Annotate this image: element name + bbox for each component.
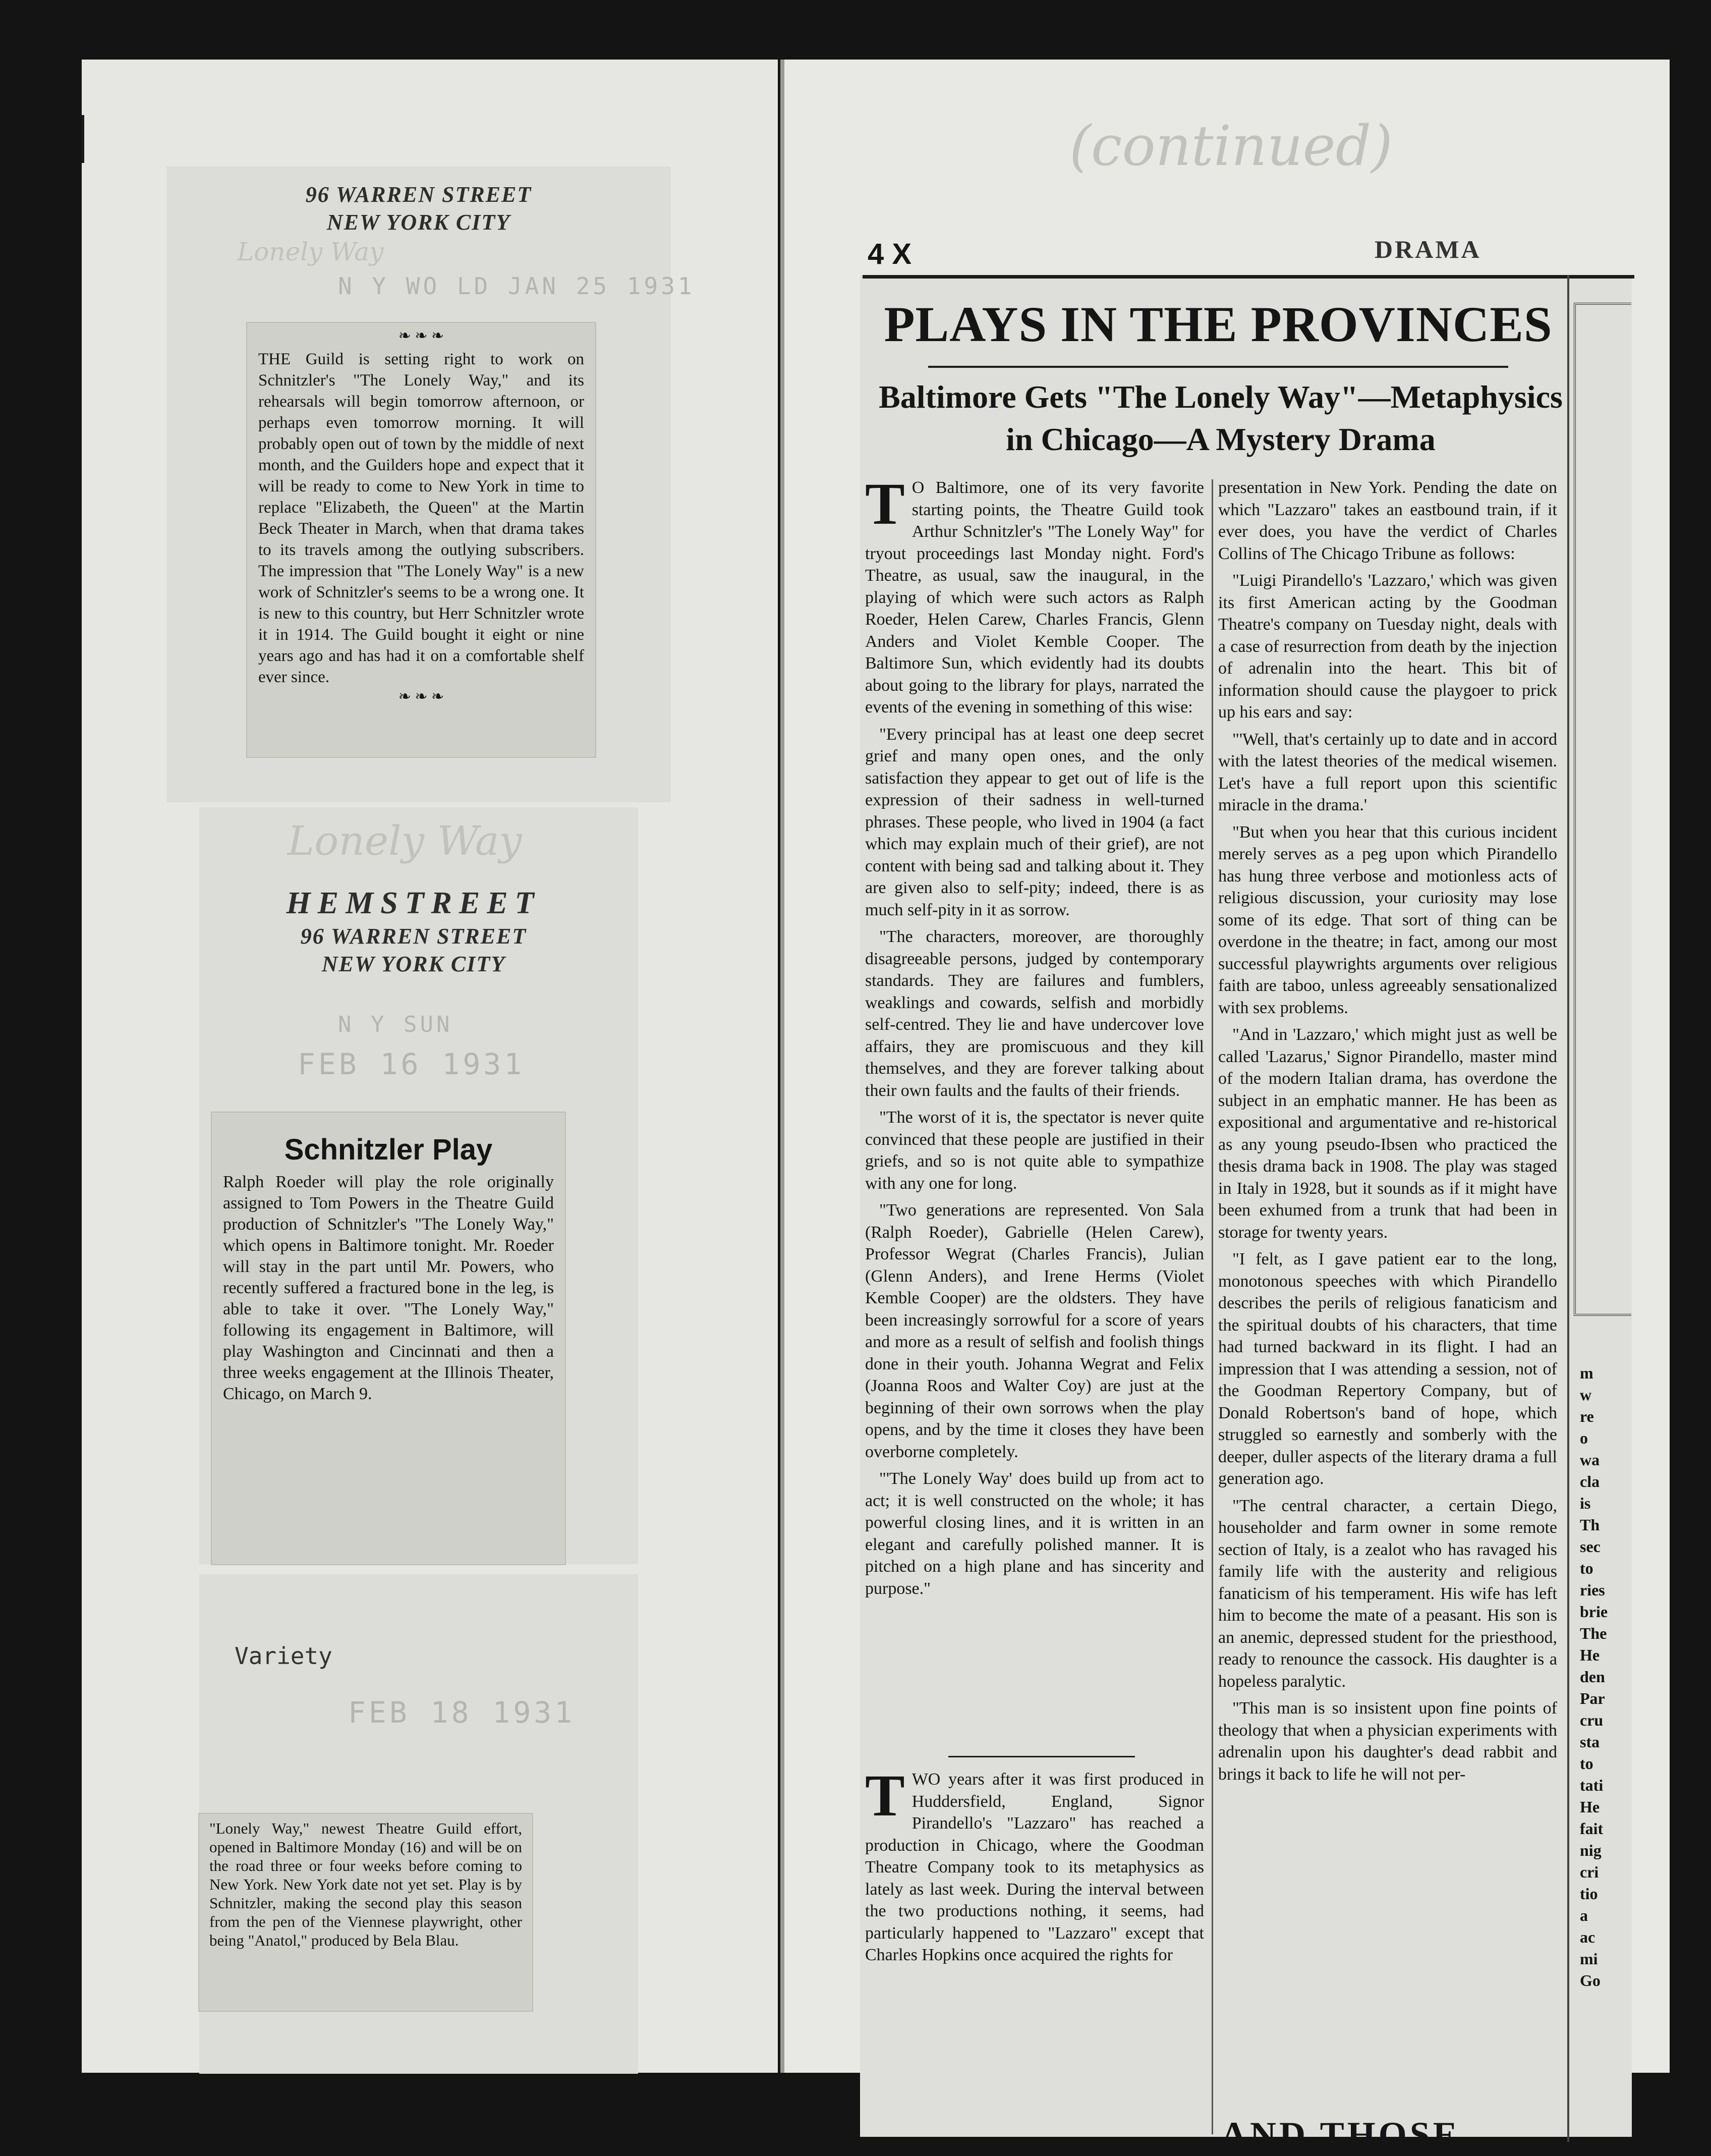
sun-clipping [212, 1113, 565, 1564]
page-tick-mark [82, 115, 84, 163]
address-city: NEW YORK CITY [321, 952, 506, 976]
next-headline-fragment: AND THOSE [1221, 2115, 1460, 2155]
adjacent-fragment: fait [1580, 1819, 1604, 1838]
handwritten-note: Lonely Way [288, 817, 522, 864]
adjacent-fragment: mi [1580, 1950, 1598, 1968]
world-clipping [247, 323, 595, 757]
paragraph: "This man is so insistent upon fine points of theology that when a physician experiments with adrenalin upon his daughter's dead rabbit and brings it back to life he will not per- [1218, 1699, 1557, 1784]
address-street: 96 WARREN STREET [300, 924, 527, 949]
article-column-1b [865, 1762, 1204, 1971]
paragraph: "Luigi Pirandello's 'Lazzaro,' which was given its first American acting by the Goodman Theatre's company on Tuesday night, deals with a case of resurrection from death by the injection of adrenalin into the heart. This bit of information should cause the playgoer to prick up his ears and say: [1218, 571, 1557, 722]
article-headline: PLAYS IN THE PROVINCES [884, 296, 1553, 352]
adjacent-fragment: o [1580, 1429, 1588, 1447]
adjacent-fragment: w [1580, 1386, 1592, 1404]
handwritten-note: (continued) [1069, 114, 1393, 178]
date-stamp: N Y WO LD JAN 25 1931 [338, 272, 695, 300]
adjacent-fragment: The [1580, 1624, 1607, 1642]
adjacent-fragment: cru [1580, 1711, 1604, 1729]
adjacent-column-rule [1567, 275, 1569, 2142]
adjacent-fragment: He [1580, 1646, 1600, 1664]
date-stamp: FEB 16 1931 [298, 1047, 525, 1081]
adjacent-fragment: to [1580, 1559, 1593, 1577]
adjacent-fragment: tio [1580, 1885, 1598, 1903]
adjacent-fragment: brie [1580, 1602, 1608, 1621]
source-label: Variety [235, 1642, 332, 1670]
world-clipping-text: THE Guild is setting right to work on Schnitzler's "The Lonely Way," and its rehearsals will begin tomorrow afternoon, or perhaps even tomorrow morning. It will probably open out of town by the middle of next month, and the Guilders hope and expect that it will be ready to come to New York in time to replace "Elizabeth, the Queen" at the Martin Beck Theater in March, when that drama takes to its travels among the outlying subscribers. The impression that "The Lonely Way" is a new work of Schnitzler's seems to be a wrong one. It is new to this country, but Herr Schnitzler wrote it in 1914. The Guild bought it eight or nine years ago and has had it on a comfortable shelf ever since. [258, 350, 584, 686]
adjacent-fragment: wa [1580, 1451, 1600, 1469]
paragraph: "And in 'Lazzaro,' which might just as well be called 'Lazarus,' Signor Pirandello, master mind of the modern Italian drama, has overdone the subject in an emphatic manner. He has been as expositional and argumentative and re-historical as any young pseudo-Ibsen who practiced the thesis drama back in 1908. The play was staged in Italy in 1928, but it sounds as if it might have been exhumed from a trunk that had been in storage for twenty years. [1218, 1025, 1557, 1242]
date-stamp: FEB 18 1931 [348, 1695, 576, 1730]
paragraph: presentation in New York. Pending the date on which "Lazzaro" takes an eastbound train, if it ever does, you have the verdict of Charles Collins of The Chicago Tribune as follows: [1218, 478, 1557, 563]
paragraph: "I felt, as I gave patient ear to the long, monotonous speeches with which Pirandello describes the perils of religious fanaticism and the spiritual doubts of his characters, that time had turned backward in its flight. I had an impression that I was attending a session, not of the Goodman Repertory Company, but of Donald Robertson's band of hope, which struggled so earnestly and somberly with the deeper, duller aspects of the literary drama a full generation ago. [1218, 1250, 1557, 1488]
paragraph: "The characters, moreover, are thoroughly disagreeable persons, judged by contemporary standards. They are failures and fumblers, weaklings and cowards, selfish and morbidly self-centred. They lie and have undercover love affairs, they are promiscuous and they kill themselves, and they are forever talking about their own faults and the faults of their friends. [865, 927, 1204, 1100]
adjacent-box-frame [1574, 303, 1631, 1316]
adjacent-fragment: sec [1580, 1537, 1601, 1556]
headline-rule [928, 366, 1508, 368]
adjacent-fragment: a [1580, 1906, 1588, 1924]
adjacent-fragment: ries [1580, 1581, 1605, 1599]
ornament-bottom: ❧ ❧ ❧ [398, 688, 444, 705]
adjacent-fragment: tati [1580, 1776, 1604, 1794]
adjacent-fragment: Th [1580, 1516, 1600, 1534]
brand-name: HEMSTREET [286, 886, 541, 920]
variety-clipping [199, 1814, 532, 2011]
paragraph: "But when you hear that this curious incident merely serves as a peg upon which Pirandello has hung three verbose and motionless acts of religious discussion, your curiosity may lose some of its edge. That sort of thing can be overdone in the theatre; in fact, among our most successful playwrights arguments over religious faith are taboo, unless agreeably sensationalized with sex problems. [1218, 822, 1557, 1017]
paper-stamp: N Y SUN [338, 1012, 453, 1037]
header-rule [863, 275, 1634, 279]
paragraph: "Every principal has at least one deep secret grief and many open ones, and the only satisfaction they appear to get out of life is the expression of their sadness in well-turned phrases. These people, who lived in 1904 (a fact which may explain much of their grief), are not content with being sad and talking about it. They are given also to self-pity; indeed, there is as much self-pity in it as sorrow. [865, 725, 1204, 919]
address-street: 96 WARREN STREET [305, 182, 532, 207]
article-column-2 [1218, 477, 1557, 1790]
paragraph: "'Well, that's certainly up to date and in accord with the latest theories of the medical wisemen. Let's have a full report upon this scientific miracle in the drama.' [1218, 730, 1557, 814]
paragraph: "The worst of it is, the spectator is never quite convinced that these people are justified in their griefs, and so is not quite able to sympathize with any one for long. [865, 1108, 1204, 1193]
adjacent-fragment: m [1580, 1364, 1593, 1382]
article-subhead: Baltimore Gets "The Lonely Way"—Metaphysics in Chicago—A Mystery Drama [879, 379, 1563, 457]
adjacent-fragment: nig [1580, 1841, 1602, 1859]
adjacent-fragment: to [1580, 1754, 1593, 1773]
adjacent-fragment: re [1580, 1407, 1594, 1425]
ornament: ❧ ❧ ❧ [398, 327, 444, 344]
article-column-1 [865, 471, 1204, 1605]
adjacent-fragment: Par [1580, 1689, 1605, 1707]
adjacent-fragment: He [1580, 1798, 1600, 1816]
sun-clipping-text: Ralph Roeder will play the role originally assigned to Tom Powers in the Theatre Guild production of Schnitzler's "The Lonely Way," which opens in Baltimore tonight. Mr. Roeder will stay in the part until Mr. Powers, who recently suffered a fractured bone in the leg, is able to take it over. "The Lonely Way," following its engagement in Baltimore, will play Washington and Cincinnati and then a three weeks engagement at the Illinois Theater, Chicago, on March 9. [223, 1173, 554, 1403]
address-city: NEW YORK CITY [326, 210, 511, 235]
paragraph: WO years after it was first produced in Huddersfield, England, Signor Pirandello's "Lazzaro" has reached a production in Chicago, where the Goodman Theatre Company took to its metaphysics as lately as last week. During the interval between the two productions nothing, it seems, had particularly happened to "Lazzaro" except that Charles Hopkins once acquired the rights for [865, 1770, 1204, 1964]
adjacent-fragment: cri [1580, 1863, 1599, 1881]
drop-cap: T [865, 471, 905, 537]
section-name: DRAMA [1375, 235, 1481, 263]
clipping-headline: Schnitzler Play [284, 1133, 493, 1166]
adjacent-fragment: den [1580, 1668, 1605, 1686]
paragraph: O Baltimore, one of its very favorite starting points, the Theatre Guild took Arthur Schnitzler's "The Lonely Way" for tryout proceedings last Monday night. Ford's Theatre, as usual, saw the inaugural, in the playing of which were such actors as Ralph Roeder, Helen Carew, Charles Francis, Glenn Anders and Violet Kemble Cooper. The Baltimore Sun, which evidently had its doubts about going to the library for plays, narrated the events of the evening in something of this wise: [865, 478, 1204, 716]
section-divider [948, 1756, 1135, 1757]
handwritten-note: Lonely Way [237, 237, 384, 266]
drop-cap: T [865, 1762, 905, 1829]
paragraph: "Two generations are represented. Von Sala (Ralph Roeder), Gabrielle (Helen Carew), Professor Wegrat (Charles Francis), Julian (Glenn Anders), and Irene Herms (Violet Kemble Cooper) are the oldsters. They have been increasingly sorrowful for a score of years and more as a result of selfish and foolish things done in their youth. Johanna Wegrat and Felix (Joanna Roos and Walter Coy) are just at the beginning of their own sorrows when the play opens, and by the time it closes they have been overborne completely. [865, 1201, 1204, 1461]
adjacent-fragment: sta [1580, 1733, 1600, 1751]
adjacent-fragment: Go [1580, 1971, 1601, 1989]
adjacent-fragment: ac [1580, 1928, 1595, 1946]
variety-clipping-text: "Lonely Way," newest Theatre Guild effort, opened in Baltimore Monday (16) and will be on the road three or four weeks before coming to New York. New York date not yet set. Play is by Schnitzler, making the second play this season from the pen of the Viennese playwright, other being "Anatol," produced by Bela Blau. [209, 1819, 522, 1949]
page-gutter [780, 60, 784, 2073]
paragraph: "'The Lonely Way' does build up from act to act; it is well constructed on the whole; it has powerful closing lines, and it is written in an elegant and carefully polished manner. It is pitched on a high plane and has sincerity and purpose." [865, 1469, 1204, 1598]
adjacent-fragment: is [1580, 1494, 1591, 1512]
adjacent-fragment: cla [1580, 1472, 1600, 1490]
column-divider [1212, 479, 1213, 2134]
paragraph: "The central character, a certain Diego, householder and farm owner in some remote section of Italy, is a zealot who has ravaged his family life with the austerity and religious fanaticism of his temperament. His wife has left him to become the mate of a peasant. His son is an anemic, depressed student for the priesthood, ready to renounce the cassock. His daughter is a hopeless paralytic. [1218, 1496, 1557, 1691]
adjacent-column-fragments [1580, 1362, 1630, 1992]
page-number: 4 X [868, 238, 912, 270]
